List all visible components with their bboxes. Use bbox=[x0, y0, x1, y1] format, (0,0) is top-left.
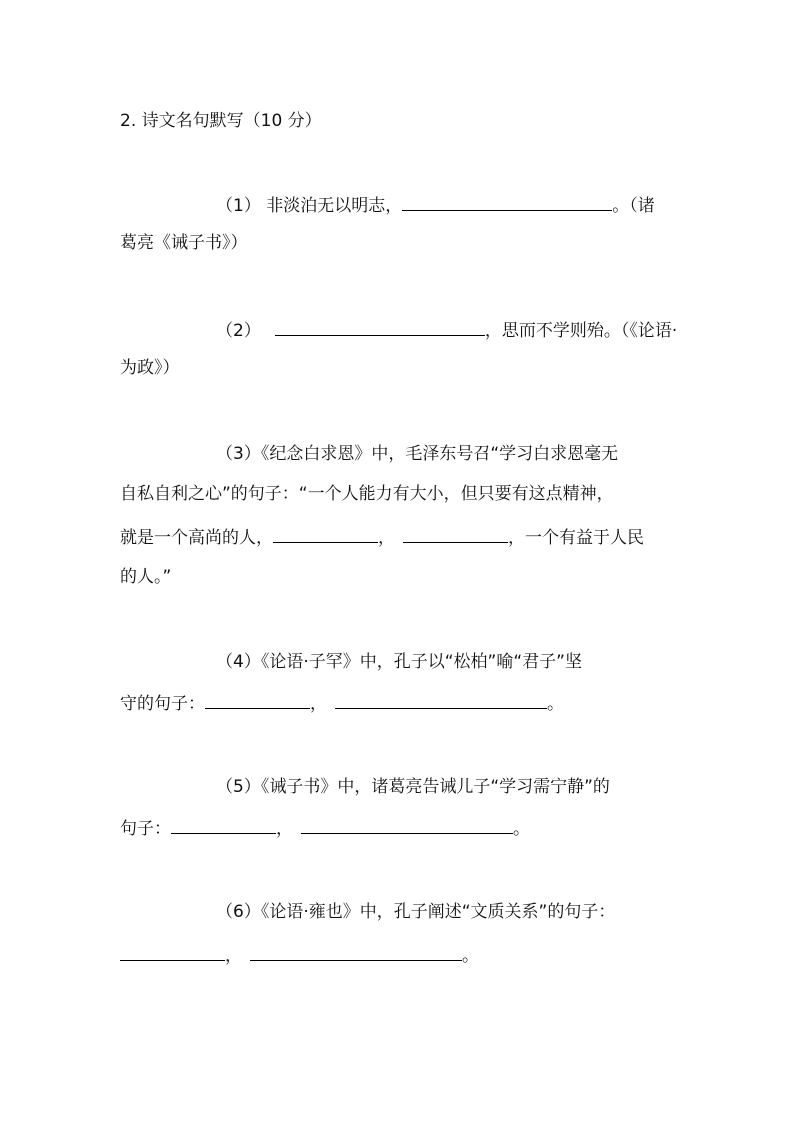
question-6-line-2 bbox=[120, 942, 479, 966]
question-1-prefix: （1） 非淡泊无以明志， bbox=[216, 196, 403, 216]
question-4-blank-2[interactable] bbox=[335, 690, 547, 709]
question-3-line-2: 自私自利之心”的句子：“一个人能力有大小，但只要有这点精神， bbox=[120, 484, 614, 504]
question-5-line-2 bbox=[120, 815, 530, 839]
question-4-suffix: 。 bbox=[547, 694, 564, 714]
question-4-blank-1[interactable] bbox=[205, 690, 310, 709]
question-3-blank-1[interactable] bbox=[273, 524, 378, 543]
question-6-blank-2[interactable] bbox=[250, 942, 462, 961]
question-5-blank-2[interactable] bbox=[301, 815, 513, 834]
question-2-prefix: （2） bbox=[216, 321, 261, 341]
question-5-suffix: 。 bbox=[513, 819, 530, 839]
question-3-line-3 bbox=[120, 524, 644, 548]
question-5-prefix: 句子： bbox=[120, 819, 171, 839]
question-3-comma: ， bbox=[378, 528, 395, 548]
question-3-line-4: 的人。” bbox=[120, 567, 172, 587]
question-1-blank[interactable] bbox=[402, 192, 612, 211]
question-1-line-1 bbox=[216, 192, 655, 216]
question-1-suffix: 。（诸 bbox=[612, 196, 655, 216]
question-3-suffix: ，一个有益于人民 bbox=[508, 528, 644, 548]
question-4-line-1: （4）《论语·子罕》中，孔子以“松柏”喻“君子”坚 bbox=[216, 652, 582, 672]
question-3-blank-2[interactable] bbox=[403, 524, 508, 543]
section-heading: 2. 诗文名句默写（10 分） bbox=[120, 111, 322, 131]
question-1-line-2: 葛亮《诫子书》） bbox=[120, 233, 248, 253]
question-3-prefix: 就是一个高尚的人， bbox=[120, 528, 273, 548]
question-6-comma: ， bbox=[225, 946, 242, 966]
question-6-suffix: 。 bbox=[462, 946, 479, 966]
question-5-blank-1[interactable] bbox=[171, 815, 276, 834]
question-4-prefix: 守的句子： bbox=[120, 694, 205, 714]
question-2-blank[interactable] bbox=[275, 317, 485, 336]
question-2-line-2: 为政》） bbox=[120, 358, 180, 378]
question-6-line-1: （6）《论语·雍也》中，孔子阐述“文质关系”的句子： bbox=[216, 902, 616, 922]
question-5-comma: ， bbox=[276, 819, 293, 839]
question-3-line-1: （3）《纪念白求恩》中，毛泽东号召“学习白求恩毫无 bbox=[216, 444, 619, 464]
question-2-line-1 bbox=[216, 317, 677, 341]
question-4-line-2 bbox=[120, 690, 564, 714]
question-2-suffix: ，思而不学则殆。（《论语· bbox=[484, 321, 678, 341]
question-4-comma: ， bbox=[310, 694, 327, 714]
question-5-line-1: （5）《诫子书》中，诸葛亮告诫儿子“学习需宁静”的 bbox=[216, 777, 610, 797]
question-6-blank-1[interactable] bbox=[120, 942, 225, 961]
